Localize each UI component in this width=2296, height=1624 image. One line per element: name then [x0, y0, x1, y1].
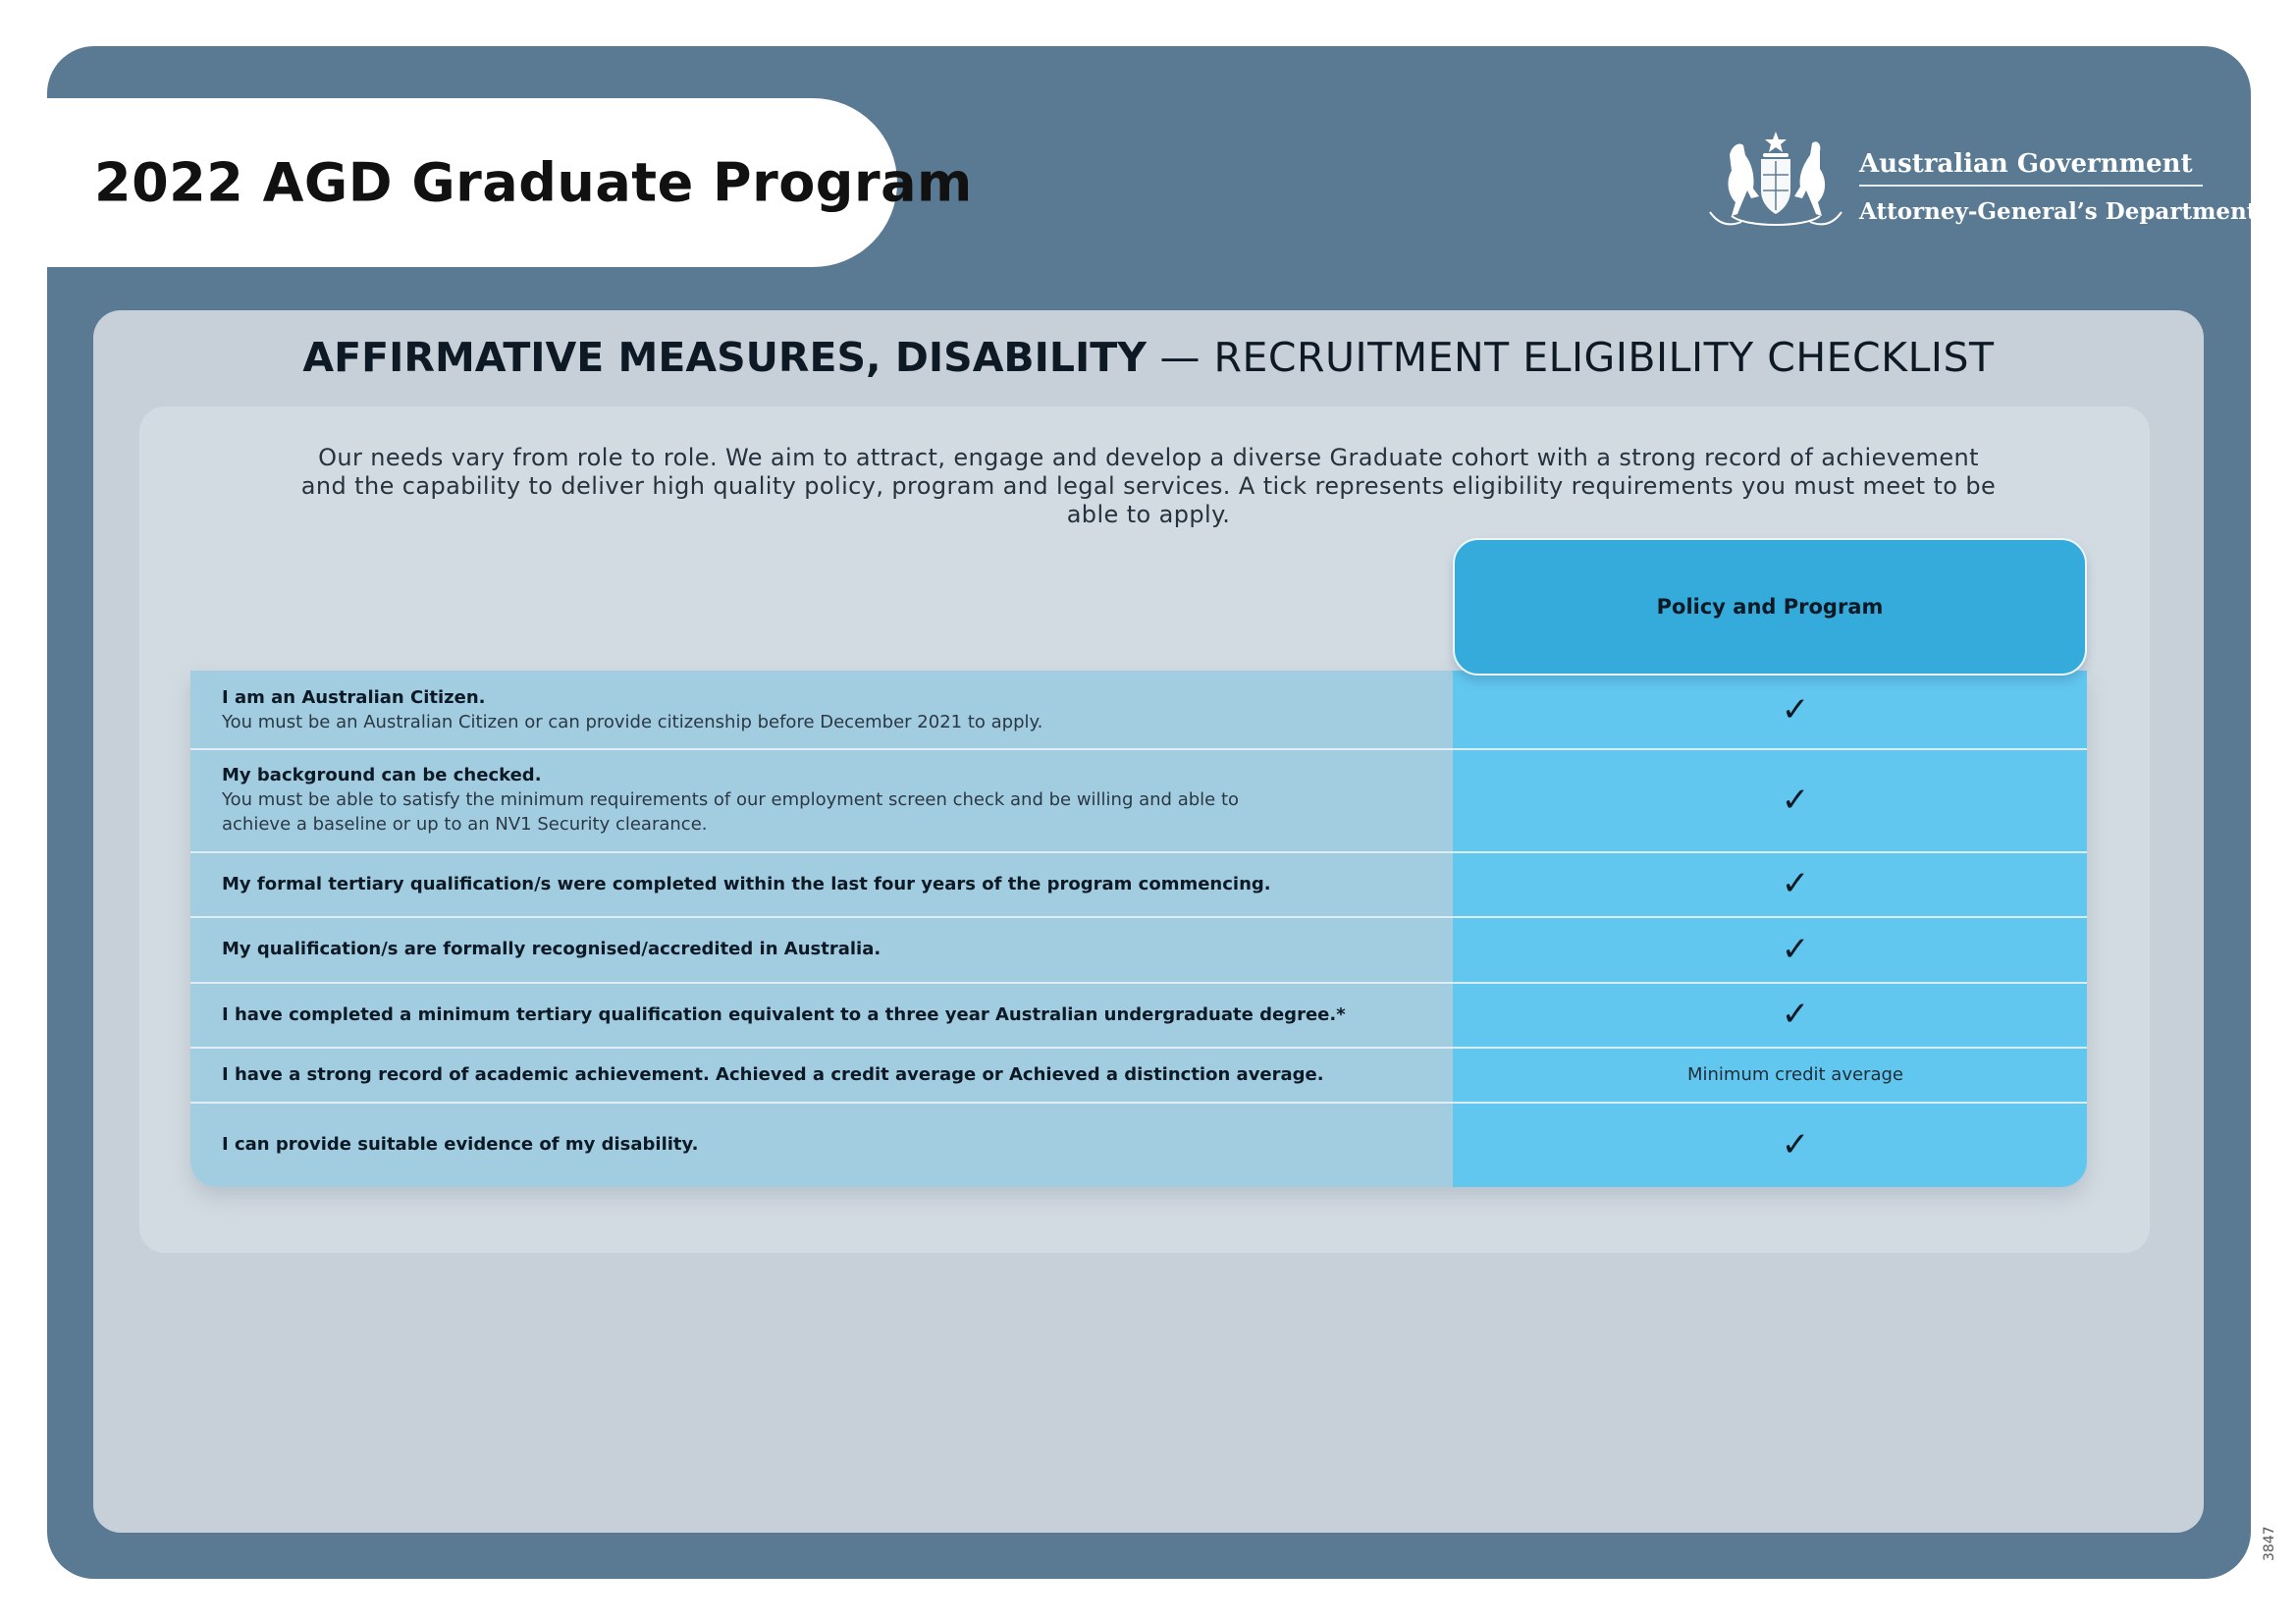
eligibility-table — [190, 671, 2087, 1187]
tick-icon: ✓ — [1781, 929, 1810, 969]
logo-department-text: Attorney-General’s Department — [1859, 198, 2258, 225]
table-row — [190, 851, 2087, 916]
criterion-title: I have a strong record of academic achievement. Achieved a credit average or Achieved a distinction average. — [222, 1063, 1324, 1085]
page-title: 2022 AGD Graduate Program — [94, 151, 973, 214]
criterion-label — [222, 671, 1429, 748]
criterion-title: I am an Australian Citizen. — [222, 686, 486, 708]
table-row — [190, 1102, 2087, 1187]
intro-text: Our needs vary from role to role. We aim to attract, engage and develop a diverse Graduate cohort with a strong record of achievement and the capability to deliver high quality policy, program and legal services. A tick represents eligibility requirements you must meet to be able to apply. — [300, 444, 1997, 528]
table-row — [190, 982, 2087, 1047]
tick-icon: ✓ — [1781, 864, 1810, 903]
column-header-policy-program: Policy and Program — [1453, 538, 2087, 676]
criterion-label — [222, 851, 1429, 916]
criterion-label — [222, 748, 1429, 851]
heading-bold: AFFIRMATIVE MEASURES, DISABILITY — [302, 334, 1147, 381]
tick-icon: ✓ — [1781, 995, 1810, 1034]
table-row — [190, 671, 2087, 748]
criterion-subtitle: You must be able to satisfy the minimum requirements of our employment screen check and be willing and able to achieve a baseline or up to an NV1 Security clearance. — [222, 789, 1240, 835]
criterion-label — [222, 916, 1429, 982]
criterion-subtitle: You must be an Australian Citizen or can provide citizenship before December 2021 to apply. — [222, 711, 1043, 732]
section-heading — [93, 334, 2204, 381]
criterion-label — [222, 982, 1429, 1047]
criterion-title: My qualification/s are formally recognised/accredited in Australia. — [222, 939, 881, 959]
government-logo — [1702, 126, 2258, 236]
tick-icon: ✓ — [1781, 780, 1810, 820]
criterion-label — [222, 1047, 1429, 1102]
criterion-title: My formal tertiary qualification/s were completed within the last four years of the program commencing. — [222, 873, 1271, 894]
title-banner — [47, 98, 973, 267]
heading-light: — RECRUITMENT ELIGIBILITY CHECKLIST — [1146, 334, 1995, 381]
document-code: 3847 — [2262, 1526, 2277, 1561]
table-row — [190, 1047, 2087, 1102]
criterion-title: I can provide suitable evidence of my disability. — [222, 1134, 699, 1155]
table-row — [190, 748, 2087, 851]
criterion-title: I have completed a minimum tertiary qualification equivalent to a three year Australian undergraduate degree.* — [222, 1003, 1346, 1025]
table-row — [190, 916, 2087, 982]
eligibility-value-text: Minimum credit average — [1686, 1063, 1903, 1085]
tick-icon: ✓ — [1781, 1124, 1810, 1164]
logo-government-text: Australian Government — [1859, 149, 2203, 187]
criterion-title: My background can be checked. — [222, 765, 542, 785]
coat-of-arms-icon — [1702, 126, 1849, 236]
tick-icon: ✓ — [1781, 689, 1810, 730]
criterion-label — [222, 1102, 1429, 1187]
